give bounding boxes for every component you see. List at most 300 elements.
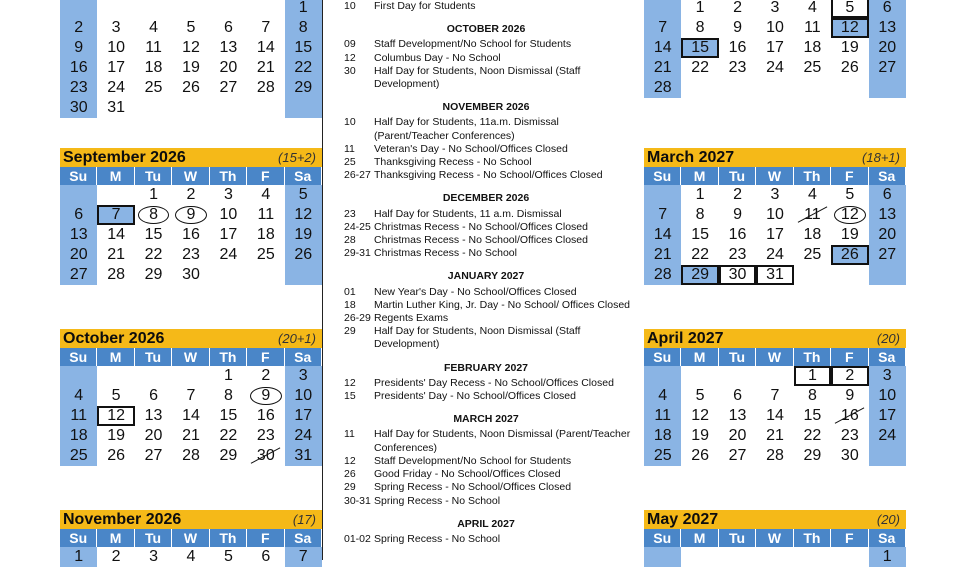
school-day-count: (20+1) xyxy=(278,331,316,346)
day-cell: 9 xyxy=(733,19,742,36)
month-title: May 2027 xyxy=(647,510,719,528)
week-row xyxy=(644,185,906,205)
week-row xyxy=(60,265,322,285)
empty-day-cell xyxy=(285,98,322,118)
day-cell: 25 xyxy=(803,59,822,76)
empty-day-cell xyxy=(172,0,209,18)
event-date: 12 xyxy=(344,51,356,64)
day-cell: 30 xyxy=(182,266,200,283)
empty-day-cell xyxy=(869,265,906,285)
weekday-label: Su xyxy=(644,348,681,366)
day-cell: 1 xyxy=(695,186,705,203)
day-cell: 10 xyxy=(285,386,322,406)
weekday-label: Tu xyxy=(719,167,756,185)
day-cell: 14 xyxy=(644,225,681,245)
day-cell: 27 xyxy=(144,447,163,464)
day-cell: 7 xyxy=(644,205,681,225)
empty-day-cell xyxy=(794,265,831,285)
event-item xyxy=(336,377,636,390)
day-cell: 25 xyxy=(644,446,681,466)
day-cell: 1 xyxy=(695,0,705,16)
day-cell: 14 xyxy=(766,407,784,424)
day-cell: 13 xyxy=(869,205,906,225)
day-cell: 11 xyxy=(804,19,821,36)
day-cell: 5 xyxy=(695,387,705,404)
weekday-label: Th xyxy=(794,529,831,547)
event-date: 23 xyxy=(344,207,356,220)
weekday-label: Th xyxy=(210,529,247,547)
weekday-header-row xyxy=(60,167,322,185)
empty-day-cell xyxy=(794,547,831,567)
events-list xyxy=(336,0,636,546)
event-month-heading: APRIL 2027 xyxy=(457,517,515,530)
day-cell: 1 xyxy=(285,0,322,18)
day-cell: 28 xyxy=(644,78,681,98)
calendar-oct xyxy=(60,329,322,466)
day-cell: 3 xyxy=(770,0,780,16)
day-cell: 25 xyxy=(60,446,97,466)
day-cell: 13 xyxy=(60,225,97,245)
day-cell: 18 xyxy=(60,426,97,446)
event-item xyxy=(336,299,636,312)
calendar-header xyxy=(60,148,322,167)
day-cell: 8 xyxy=(695,19,705,36)
day-cell: 22 xyxy=(285,58,322,78)
empty-day-cell xyxy=(719,547,756,567)
day-cell: 12 xyxy=(182,39,200,56)
day-cell: 21 xyxy=(107,246,126,263)
day-cell: 9 xyxy=(733,206,742,223)
day-cell: 3 xyxy=(223,186,233,203)
event-date: 26-27 xyxy=(344,169,371,182)
day-cell: 18 xyxy=(644,426,681,446)
weekday-label: W xyxy=(756,529,793,547)
day-cell: 1 xyxy=(794,366,831,386)
weekday-label: M xyxy=(681,167,718,185)
day-cell: 20 xyxy=(869,38,906,58)
week-row xyxy=(644,58,906,78)
day-cell: 3 xyxy=(770,186,780,203)
day-cell: 15 xyxy=(144,226,163,243)
day-cell: 20 xyxy=(869,225,906,245)
event-date: 30 xyxy=(344,64,356,77)
empty-day-cell xyxy=(831,78,868,98)
day-cell: 28 xyxy=(107,266,126,283)
event-text: Christmas Recess - No School xyxy=(374,247,517,260)
day-cell: 23 xyxy=(840,427,859,444)
day-cell: 15 xyxy=(219,407,238,424)
event-text: Christmas Recess - No School/Offices Closed xyxy=(374,220,588,233)
day-cell: 6 xyxy=(869,185,906,205)
event-text: Spring Recess - No School/Offices Closed xyxy=(374,481,572,494)
day-cell: 11 xyxy=(644,406,681,426)
empty-day-cell xyxy=(247,265,284,285)
day-cell: 2 xyxy=(60,18,97,38)
day-cell: 10 xyxy=(869,386,906,406)
day-cell: 26 xyxy=(840,59,859,76)
week-row xyxy=(644,366,906,386)
week-row xyxy=(60,205,322,225)
day-cell: 29 xyxy=(285,78,322,98)
empty-day-cell xyxy=(644,547,681,567)
day-cell: 25 xyxy=(803,246,822,263)
empty-day-cell xyxy=(97,366,134,386)
month-title: April 2027 xyxy=(647,329,724,347)
weekday-label: W xyxy=(756,348,793,366)
empty-day-cell xyxy=(794,78,831,98)
event-date: 11 xyxy=(344,142,355,155)
day-cell: 24 xyxy=(219,246,238,263)
empty-day-cell xyxy=(247,0,284,18)
event-date: 15 xyxy=(344,390,356,403)
weekday-label: Su xyxy=(644,167,681,185)
event-text: Half Day for Students, 11a.m. Dismissal (Parent/Teacher Conferences) xyxy=(374,116,559,142)
day-cell: 12 xyxy=(831,18,868,38)
empty-day-cell xyxy=(869,78,906,98)
day-cell: 29 xyxy=(803,447,822,464)
calendar-header xyxy=(644,510,906,529)
day-cell: 25 xyxy=(144,79,163,96)
empty-day-cell xyxy=(247,98,284,118)
empty-day-cell xyxy=(60,0,97,18)
event-item xyxy=(336,455,636,468)
week-row xyxy=(644,547,906,567)
day-cell: 31 xyxy=(285,446,322,466)
empty-day-cell xyxy=(644,366,681,386)
day-cell: 24 xyxy=(766,59,784,76)
day-cell: 2 xyxy=(261,367,271,384)
weekday-label: F xyxy=(831,529,868,547)
calendar-apr xyxy=(644,329,906,466)
day-cell: 23 xyxy=(182,246,200,263)
month-title: March 2027 xyxy=(647,148,735,166)
day-cell: 15 xyxy=(285,38,322,58)
weekday-label: M xyxy=(97,348,134,366)
event-text: Staff Development/No School for Students xyxy=(374,38,572,51)
empty-day-cell xyxy=(60,366,97,386)
week-row xyxy=(644,386,906,406)
day-cell: 16 xyxy=(728,226,747,243)
event-date: 12 xyxy=(344,454,356,467)
weekday-label: Th xyxy=(210,167,247,185)
empty-day-cell xyxy=(60,185,97,205)
event-item xyxy=(336,156,636,169)
event-month-heading: OCTOBER 2026 xyxy=(446,23,526,36)
week-row xyxy=(60,245,322,265)
day-cell: 11 xyxy=(145,39,162,56)
event-month-heading: DECEMBER 2026 xyxy=(442,192,530,205)
weekday-label: Tu xyxy=(135,529,172,547)
empty-day-cell xyxy=(869,446,906,466)
day-cell: 27 xyxy=(60,265,97,285)
day-cell: 17 xyxy=(766,226,784,243)
event-text: Spring Recess - No School xyxy=(374,532,501,545)
day-cell: 27 xyxy=(869,245,906,265)
day-cell: 1 xyxy=(869,547,906,567)
empty-day-cell xyxy=(756,366,793,386)
empty-day-cell xyxy=(756,78,793,98)
day-cell: 5 xyxy=(223,548,233,565)
event-date: 10 xyxy=(344,116,356,129)
event-date: 26 xyxy=(344,468,356,481)
week-row xyxy=(60,406,322,426)
week-row xyxy=(644,406,906,426)
day-cell: 19 xyxy=(182,59,200,76)
weekday-label: Th xyxy=(794,167,831,185)
day-cell: 10 xyxy=(766,19,784,36)
day-cell: 15 xyxy=(681,38,718,58)
weekday-label: M xyxy=(681,348,718,366)
weekday-label: M xyxy=(97,167,134,185)
weekday-label: Su xyxy=(60,348,97,366)
day-cell: 4 xyxy=(186,548,196,565)
day-cell: 14 xyxy=(182,407,200,424)
day-cell: 16 xyxy=(831,406,868,426)
event-item xyxy=(336,38,636,51)
day-cell: 29 xyxy=(681,265,718,285)
weekday-label: Sa xyxy=(285,348,322,366)
weekday-label: Th xyxy=(794,348,831,366)
day-cell: 14 xyxy=(256,39,275,56)
day-cell: 7 xyxy=(770,387,780,404)
day-cell: 2 xyxy=(733,0,742,16)
day-cell: 23 xyxy=(256,427,275,444)
event-text: Veteran's Day - No School/Offices Closed xyxy=(374,142,568,155)
event-item xyxy=(336,468,636,481)
event-item xyxy=(336,221,636,234)
day-cell: 20 xyxy=(144,427,163,444)
day-cell: 21 xyxy=(644,58,681,78)
day-cell: 6 xyxy=(223,19,233,36)
day-cell: 10 xyxy=(107,39,126,56)
day-cell: 6 xyxy=(149,387,158,404)
weekday-label: Sa xyxy=(869,167,906,185)
day-cell: 31 xyxy=(756,265,793,285)
day-cell: 25 xyxy=(256,246,275,263)
day-cell: 23 xyxy=(728,59,747,76)
day-cell: 20 xyxy=(219,59,238,76)
day-cell: 2 xyxy=(831,366,868,386)
day-cell: 17 xyxy=(285,406,322,426)
day-cell: 22 xyxy=(219,427,238,444)
day-cell: 13 xyxy=(219,39,238,56)
day-cell: 28 xyxy=(644,265,681,285)
calendar-header xyxy=(644,148,906,167)
day-cell: 12 xyxy=(97,406,134,426)
week-row xyxy=(60,58,322,78)
empty-day-cell xyxy=(172,366,209,386)
event-text: Regents Exams xyxy=(374,312,449,325)
empty-day-cell xyxy=(831,547,868,567)
day-cell: 11 xyxy=(794,205,831,225)
day-cell: 24 xyxy=(285,426,322,446)
week-row xyxy=(60,0,322,18)
week-row xyxy=(644,0,906,18)
day-cell: 18 xyxy=(803,226,822,243)
event-text: Half Day for Students, Noon Dismissal (Staff Development) xyxy=(374,64,581,91)
day-cell: 23 xyxy=(60,78,97,98)
day-cell: 13 xyxy=(869,18,906,38)
weekday-header-row xyxy=(644,529,906,547)
empty-day-cell xyxy=(681,366,718,386)
event-text: Half Day for Students, Noon Dismissal (Parent/Teacher Conferences) xyxy=(374,428,631,454)
day-cell: 26 xyxy=(107,447,126,464)
day-cell: 28 xyxy=(766,447,784,464)
week-row xyxy=(60,426,322,446)
calendar-may xyxy=(644,510,906,567)
empty-day-cell xyxy=(719,366,756,386)
weekday-label: F xyxy=(831,348,868,366)
day-cell: 27 xyxy=(869,58,906,78)
day-cell: 10 xyxy=(766,206,784,223)
day-cell: 3 xyxy=(869,366,906,386)
day-cell: 6 xyxy=(60,205,97,225)
week-row xyxy=(60,185,322,205)
event-date: 28 xyxy=(344,234,356,247)
event-month-heading: JANUARY 2027 xyxy=(447,270,525,283)
day-cell: 3 xyxy=(149,548,158,565)
empty-day-cell xyxy=(210,265,247,285)
day-cell: 8 xyxy=(135,205,172,225)
event-month-heading: NOVEMBER 2026 xyxy=(442,101,530,114)
calendar-header xyxy=(644,329,906,348)
weekday-label: Sa xyxy=(869,348,906,366)
day-cell: 20 xyxy=(728,427,747,444)
event-date: 30-31 xyxy=(344,494,371,507)
event-item xyxy=(336,143,636,156)
empty-day-cell xyxy=(97,0,134,18)
day-cell: 26 xyxy=(691,447,710,464)
divider-line xyxy=(322,0,323,560)
week-row xyxy=(60,225,322,245)
event-date: 18 xyxy=(344,298,356,311)
day-cell: 17 xyxy=(219,226,238,243)
day-cell: 30 xyxy=(60,98,97,118)
day-cell: 18 xyxy=(803,39,822,56)
weekday-label: Su xyxy=(644,529,681,547)
day-cell: 9 xyxy=(845,387,855,404)
weekday-header-row xyxy=(644,167,906,185)
day-cell: 16 xyxy=(182,226,200,243)
day-cell: 19 xyxy=(691,427,710,444)
weekday-header-row xyxy=(60,348,322,366)
day-cell: 22 xyxy=(803,427,822,444)
event-text: Columbus Day - No School xyxy=(374,51,501,64)
day-cell: 11 xyxy=(257,206,275,223)
day-cell: 24 xyxy=(869,426,906,446)
weekday-label: Su xyxy=(60,167,97,185)
weekday-label: M xyxy=(681,529,718,547)
weekday-label: Su xyxy=(60,529,97,547)
event-date: 12 xyxy=(344,376,356,389)
event-item xyxy=(336,428,636,454)
day-cell: 12 xyxy=(285,205,322,225)
week-row xyxy=(644,18,906,38)
event-date: 11 xyxy=(344,428,355,441)
week-row xyxy=(60,38,322,58)
week-row xyxy=(60,547,322,567)
weekday-label: F xyxy=(247,348,284,366)
day-cell: 1 xyxy=(60,547,97,567)
month-title: October 2026 xyxy=(63,329,165,347)
event-text: Staff Development/No School for Students xyxy=(374,454,572,467)
day-cell: 9 xyxy=(60,38,97,58)
empty-day-cell xyxy=(135,0,172,18)
event-month-heading: MARCH 2027 xyxy=(453,413,519,426)
day-cell: 5 xyxy=(831,0,868,18)
event-item xyxy=(336,0,636,13)
empty-day-cell xyxy=(135,98,172,118)
day-cell: 8 xyxy=(285,18,322,38)
day-cell: 1 xyxy=(223,367,233,384)
day-cell: 22 xyxy=(691,246,710,263)
event-text: Spring Recess - No School xyxy=(374,494,501,507)
week-row xyxy=(644,426,906,446)
empty-day-cell xyxy=(210,0,247,18)
empty-day-cell xyxy=(681,547,718,567)
event-date: 09 xyxy=(344,38,356,51)
event-text: Thanksgiving Recess - No School xyxy=(374,156,532,169)
weekday-label: F xyxy=(831,167,868,185)
day-cell: 21 xyxy=(256,59,275,76)
event-item xyxy=(336,533,636,546)
empty-day-cell xyxy=(644,185,681,205)
day-cell: 13 xyxy=(728,407,747,424)
empty-day-cell xyxy=(97,185,134,205)
school-day-count: (15+2) xyxy=(278,150,316,165)
week-row xyxy=(644,205,906,225)
calendar-nov xyxy=(60,510,322,567)
event-item xyxy=(336,390,636,403)
event-text: Presidents' Day Recess - No School/Offices Closed xyxy=(374,376,614,389)
day-cell: 7 xyxy=(97,205,134,225)
event-date: 01-02 xyxy=(344,532,371,545)
day-cell: 4 xyxy=(261,186,271,203)
day-cell: 21 xyxy=(644,245,681,265)
day-cell: 26 xyxy=(285,245,322,265)
event-month-heading: FEBRUARY 2027 xyxy=(443,361,529,374)
weekday-label: W xyxy=(172,167,209,185)
event-date: 01 xyxy=(344,285,356,298)
event-date: 25 xyxy=(344,156,356,169)
week-row xyxy=(644,446,906,466)
day-cell: 23 xyxy=(728,246,747,263)
week-row xyxy=(60,98,322,118)
event-item xyxy=(336,169,636,182)
event-text: Martin Luther King, Jr. Day - No School/ Offices Closed xyxy=(374,298,630,311)
empty-day-cell xyxy=(172,98,209,118)
weekday-label: Sa xyxy=(869,529,906,547)
month-title: November 2026 xyxy=(63,510,182,528)
day-cell: 29 xyxy=(144,266,163,283)
event-item xyxy=(336,481,636,494)
school-day-count: (18+1) xyxy=(862,150,900,165)
day-cell: 17 xyxy=(869,406,906,426)
day-cell: 9 xyxy=(172,205,209,225)
weekday-header-row xyxy=(644,348,906,366)
day-cell: 6 xyxy=(261,548,271,565)
weekday-label: Tu xyxy=(719,348,756,366)
week-row xyxy=(60,18,322,38)
day-cell: 17 xyxy=(107,59,126,76)
day-cell: 26 xyxy=(182,79,200,96)
empty-day-cell xyxy=(681,78,718,98)
event-item xyxy=(336,286,636,299)
empty-day-cell xyxy=(719,78,756,98)
day-cell: 18 xyxy=(256,226,275,243)
day-cell: 22 xyxy=(144,246,163,263)
day-cell: 30 xyxy=(840,447,859,464)
